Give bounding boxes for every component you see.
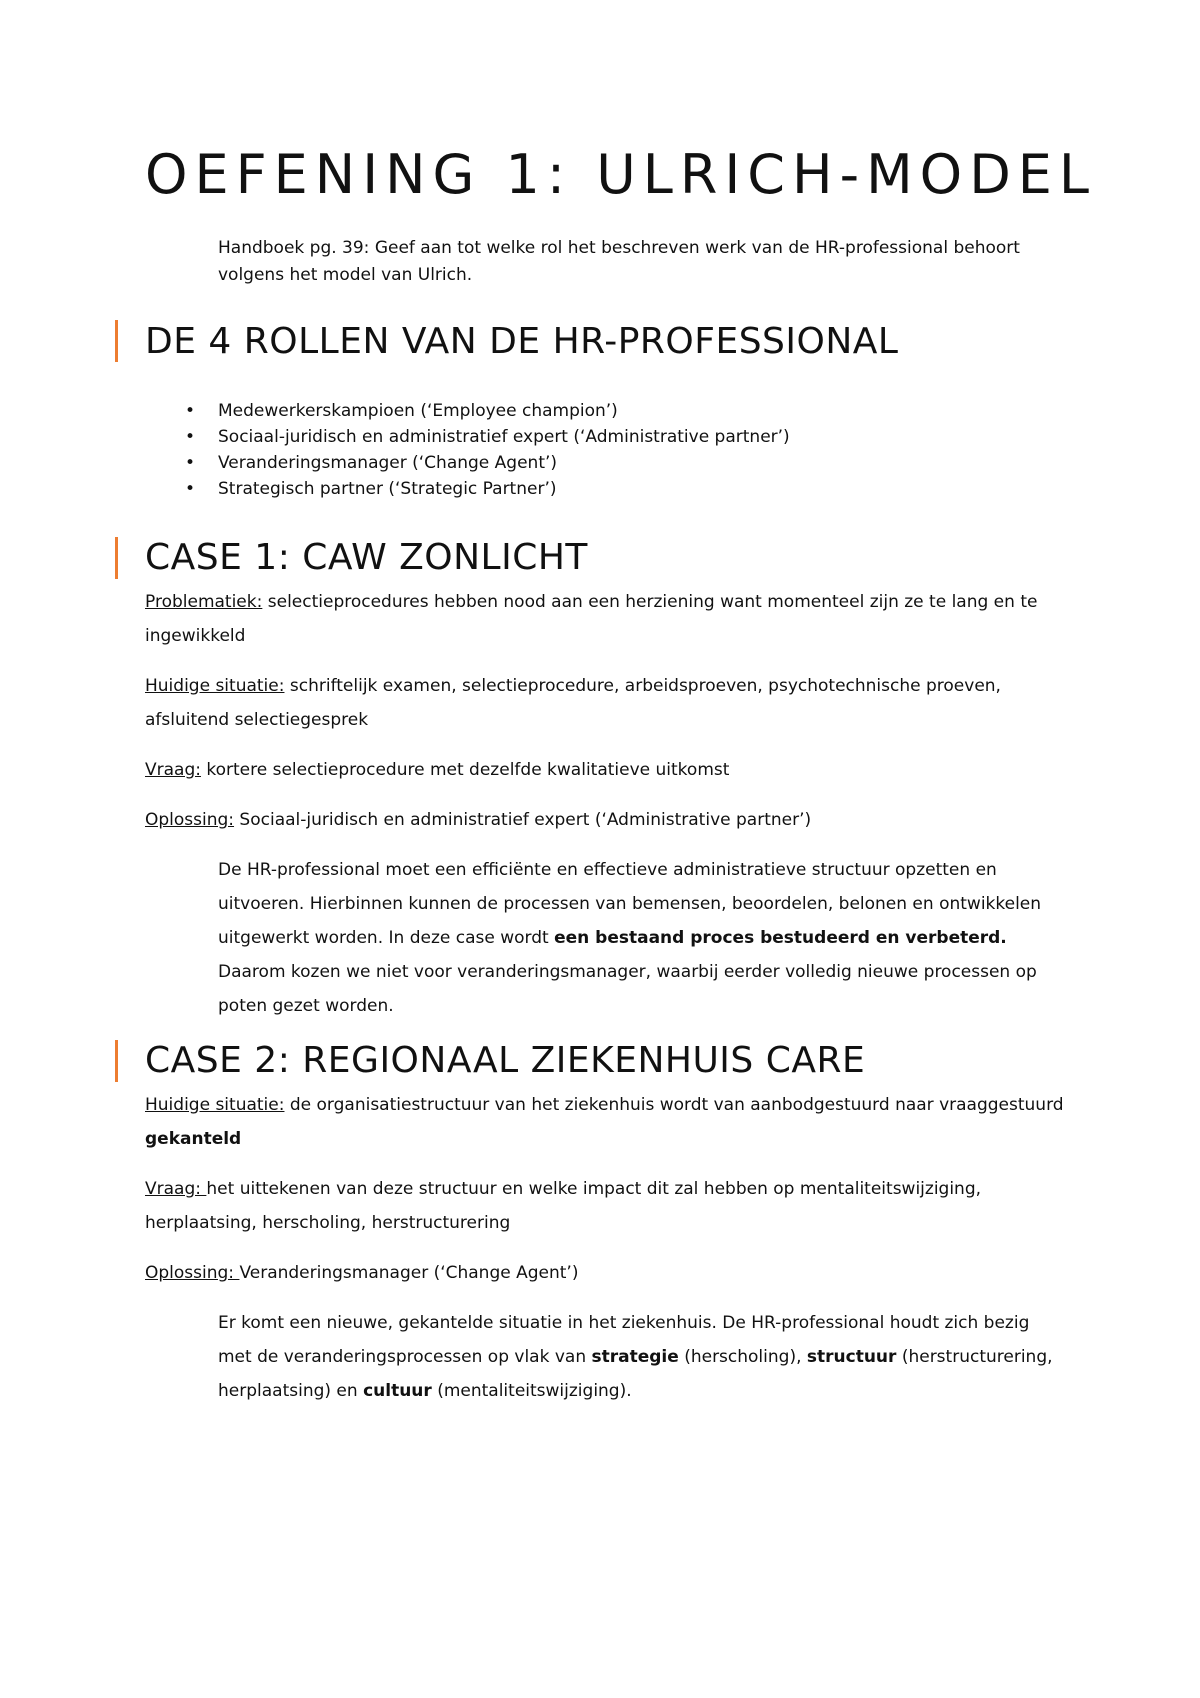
explanation-text: Er komt een nieuwe, gekantelde situatie in het ziekenhuis. De HR-professional houdt zich bezig met de veranderingsprocessen op vlak van (218, 1313, 1030, 1367)
role-label: Medewerkerskampioen (‘Employee champion’) (218, 401, 618, 421)
intro-text: Handboek pg. 39: Geef aan tot welke rol het beschreven werk van de HR-professional behoort volgens het model van Ulrich. (218, 238, 1020, 285)
section-heading-case2: CASE 2: REGIONAAL ZIEKENHUIS CARE (145, 1040, 866, 1081)
case1-solution (145, 803, 1065, 837)
list-item (185, 398, 790, 424)
role-label: Strategisch partner (‘Strategic Partner’) (218, 479, 557, 499)
explanation-text: (mentaliteitswijziging). (431, 1381, 632, 1401)
case1-situation (145, 669, 1065, 737)
bullet-icon: • (185, 453, 196, 473)
case2-solution (145, 1256, 1065, 1290)
section-accent-bar (115, 1040, 118, 1082)
solution-label: Oplossing: (145, 1263, 240, 1283)
situation-label: Huidige situatie: (145, 1095, 285, 1115)
solution-text: Veranderingsmanager (‘Change Agent’) (239, 1263, 579, 1283)
bullet-icon: • (185, 479, 196, 499)
explanation-text: (herstructurering, herplaatsing) en (218, 1347, 1053, 1401)
bullet-icon: • (185, 427, 196, 447)
explanation-emphasis: cultuur (363, 1381, 432, 1401)
question-label: Vraag: (145, 1179, 207, 1199)
explanation-emphasis: een bestaand proces bestudeerd en verbeterd. (554, 928, 1007, 948)
explanation-emphasis: structuur (806, 1347, 897, 1367)
case2-explanation (218, 1306, 1068, 1408)
explanation-text: Daarom kozen we niet voor veranderingsmanager, waarbij eerder volledig nieuwe processen op poten gezet worden. (218, 962, 1037, 1016)
situation-text: de organisatiestructuur van het ziekenhuis wordt van aanbodgestuurd naar vraaggestuurd (284, 1095, 1064, 1115)
explanation-text: De HR-professional moet een efficiënte en effectieve administratieve structuur opzetten en uitvoeren. Hierbinnen kunnen de processen van bemensen, beoordelen, belonen en ontwikkelen uitgewerkt worden. In deze case wordt (218, 860, 1042, 948)
problem-text: selectieprocedures hebben nood aan een herziening want momenteel zijn ze te lang en te ingewikkeld (145, 592, 1038, 646)
case1-explanation (218, 853, 1068, 1023)
situation-text: schriftelijk examen, selectieprocedure, arbeidsproeven, psychotechnische proeven, afsluitend selectiegesprek (145, 676, 1001, 730)
problem-label: Problematiek: (145, 592, 263, 612)
section-heading-case1: CASE 1: CAW ZONLICHT (145, 537, 588, 578)
case1-question (145, 753, 1065, 787)
section-heading-roles: DE 4 ROLLEN VAN DE HR-PROFESSIONAL (145, 321, 899, 362)
bullet-icon: • (185, 401, 196, 421)
list-item (185, 424, 790, 450)
case2-question (145, 1172, 1065, 1240)
situation-label: Huidige situatie: (145, 676, 285, 696)
solution-label: Oplossing: (145, 810, 235, 830)
situation-emphasis: gekanteld (145, 1129, 242, 1149)
roles-list (185, 398, 790, 502)
question-text: het uittekenen van deze structuur en welke impact dit zal hebben op mentaliteitswijziging, herplaatsing, herscholing, herstructurering (145, 1179, 982, 1233)
case1-problem (145, 585, 1065, 653)
question-label: Vraag: (145, 760, 201, 780)
section-accent-bar (115, 320, 118, 362)
role-label: Veranderingsmanager (‘Change Agent’) (218, 453, 558, 473)
case2-situation (145, 1088, 1065, 1156)
role-label: Sociaal-juridisch en administratief expert (‘Administrative partner’) (218, 427, 790, 447)
solution-text: Sociaal-juridisch en administratief expert (‘Administrative partner’) (234, 810, 812, 830)
section-accent-bar (115, 537, 118, 579)
page-title: OEFENING 1: ULRICH-MODEL (145, 143, 1096, 206)
explanation-text: (herscholing), (678, 1347, 807, 1367)
explanation-emphasis: strategie (591, 1347, 679, 1367)
list-item (185, 476, 790, 502)
list-item (185, 450, 790, 476)
question-text: kortere selectieprocedure met dezelfde kwalitatieve uitkomst (200, 760, 730, 780)
